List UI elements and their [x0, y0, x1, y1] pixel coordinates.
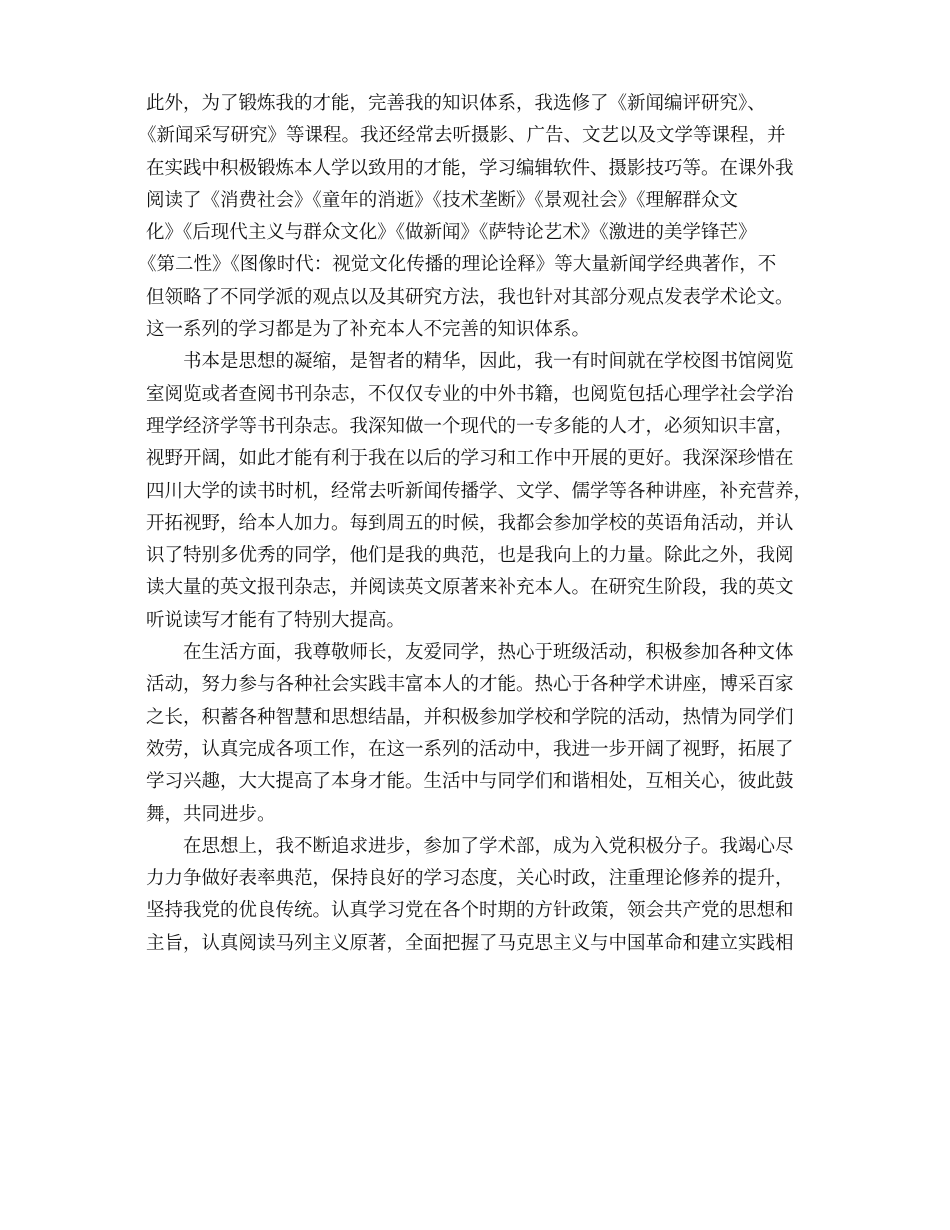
text-line: 读大量的英文报刊杂志，并阅读英文原著来补充本人。在研究生阶段，我的英文 — [146, 577, 794, 599]
text-line: 主旨，认真阅读马列主义原著，全面把握了马克思主义与中国革命和建立实践相 — [146, 932, 794, 954]
text-line: 《第二性》《图像时代：视觉文化传播的理论诠释》等大量新闻学经典著作，不 — [138, 254, 777, 276]
paragraph-1 — [138, 88, 806, 346]
text-line: 在实践中积极锻炼本人学以致用的才能，学习编辑软件、摄影技巧等。在课外我 — [146, 157, 794, 179]
text-line: 之长，积蓄各种智慧和思想结晶，并积极参加学校和学院的活动，热情为同学们 — [146, 706, 794, 728]
text-line: 效劳，认真完成各项工作，在这一系列的活动中，我进一步开阔了视野，拓展了 — [146, 738, 794, 760]
text-line: 听说读写才能有了特别大提高。 — [146, 609, 406, 631]
text-line: 化》《后现代主义与群众文化》《做新闻》《萨特论艺术》《激进的美学锋芒》 — [146, 222, 757, 244]
text-line: 在思想上，我不断追求进步，参加了学术部，成为入党积极分子。我竭心尽 — [183, 835, 794, 857]
text-line: 坚持我党的优良传统。认真学习党在各个时期的方针政策，领会共产党的思想和 — [146, 900, 794, 922]
paragraph-2 — [146, 346, 813, 637]
text-line: 这一系列的学习都是为了补充本人不完善的知识体系。 — [146, 319, 591, 341]
text-line: 开拓视野，给本人加力。每到周五的时候，我都会参加学校的英语角活动，并认 — [146, 512, 794, 534]
text-line: 学习兴趣，大大提高了本身才能。生活中与同学们和谐相处，互相关心，彼此鼓 — [146, 771, 794, 793]
text-line: 《新闻采写研究》等课程。我还经常去听摄影、广告、文艺以及文学等课程，并 — [138, 125, 786, 147]
text-line: 书本是思想的凝缩，是智者的精华，因此，我一有时间就在学校图书馆阅览 — [183, 351, 794, 373]
text-line: 活动，努力参与各种社会实践丰富本人的才能。热心于各种学术讲座，博采百家 — [146, 674, 794, 696]
paragraph-3 — [146, 637, 806, 831]
text-line: 理学经济学等书刊杂志。我深知做一个现代的一专多能的人才，必须知识丰富， — [146, 415, 794, 437]
text-line: 舞，共同进步。 — [146, 803, 276, 825]
text-line: 四川大学的读书时机，经常去听新闻传播学、文学、儒学等各种讲座，补充营养， — [146, 480, 813, 502]
text-line: 视野开阔，如此才能有利于我在以后的学习和工作中开展的更好。我深深珍惜在 — [146, 448, 794, 470]
paragraph-4 — [146, 831, 806, 960]
text-line: 但领略了不同学派的观点以及其研究方法，我也针对其部分观点发表学术论文。 — [146, 286, 794, 308]
text-line: 识了特别多优秀的同学，他们是我的典范，也是我向上的力量。除此之外，我阅 — [146, 545, 794, 567]
text-line: 室阅览或者查阅书刊杂志，不仅仅专业的中外书籍，也阅览包括心理学社会学治 — [146, 383, 794, 405]
document-body — [138, 88, 813, 960]
text-line: 力力争做好表率典范，保持良好的学习态度，关心时政，注重理论修养的提升， — [146, 868, 794, 890]
text-line: 在生活方面，我尊敬师长，友爱同学，热心于班级活动，积极参加各种文体 — [183, 642, 794, 664]
text-line: 此外，为了锻炼我的才能，完善我的知识体系，我选修了《新闻编评研究》、 — [146, 93, 766, 114]
text-line: 阅读了《消费社会》《童年的消逝》《技术垄断》《景观社会》《理解群众文 — [146, 189, 739, 211]
